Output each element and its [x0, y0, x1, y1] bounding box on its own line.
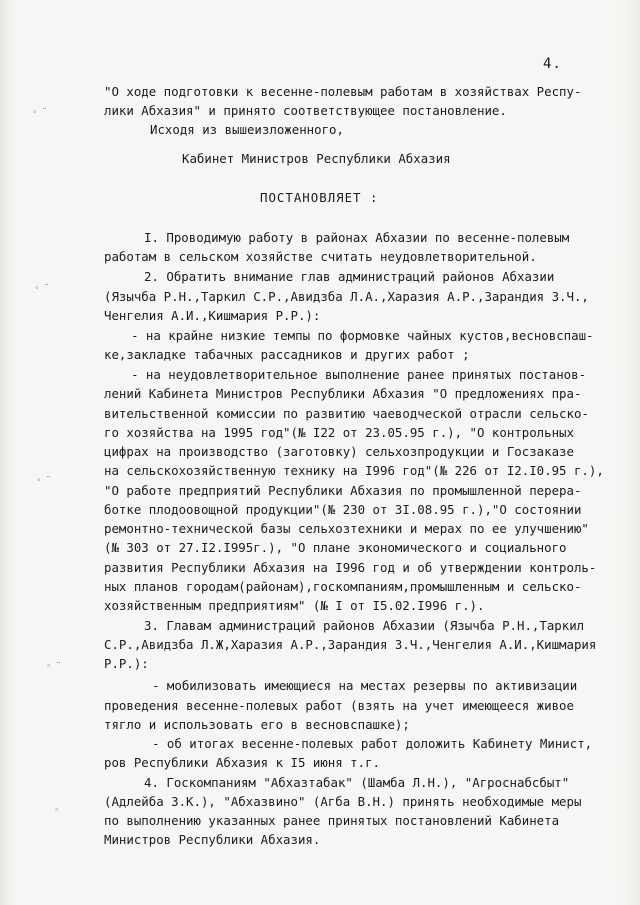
- text-line: I. Проводимую работу в районах Абхазии по весенне-полевым: [144, 230, 570, 245]
- text-line: развития Республики Абхазия на I996 год и об утверждении контроль-: [104, 560, 597, 575]
- text-line: вительственной комиссии по развитию чаеводческой отрасли сельско-: [104, 406, 589, 421]
- text-line: ров Республики Абхазия к I5 июня т.г.: [104, 755, 381, 770]
- text-line: Министров Республики Абхазия.: [104, 832, 321, 847]
- text-line: го хозяйства на 1995 год"(№ I22 от 23.05.95 г.), "О контрольных: [104, 425, 574, 440]
- text-line: - мобилизовать имеющиеся на местах резервы по активизации: [152, 678, 578, 693]
- text-line: хозяйственным предприятиям" (№ I от I5.02.I996 г.).: [104, 598, 485, 613]
- margin-artifact: ◦ ̈: [36, 476, 45, 486]
- margin-artifact: ◦: [54, 806, 59, 816]
- text-line: ке,закладке табачных рассадников и других работ ;: [104, 347, 470, 362]
- text-line: - об итогах весенне-полевых работ доложить Кабинету Минист,: [152, 736, 593, 751]
- text-line: "О ходе подготовки к весенне-полевым работам в хозяйствах Респу-: [104, 84, 582, 99]
- text-line: работам в сельском хозяйстве считать неудовлетворительной.: [104, 249, 537, 264]
- text-line: "О работе предприятий Республики Абхазия по промышленной перера-: [104, 483, 582, 498]
- text-line: (№ 303 от 27.I2.I995г.), "О плане экономического и социального: [104, 540, 567, 555]
- text-line: (Язычба Р.Н.,Таркил С.Р.,Авидзба Л.А.,Харазия А.Р.,Зарандия З.Ч.,: [104, 289, 589, 304]
- margin-artifact: ◦ ̈: [46, 662, 55, 672]
- text-line: цифрах на производство (заготовку) сельхозпродукции и Госзаказе: [104, 444, 574, 459]
- text-line: ных планов городам(районам),госкомпаниям,промышленным и сельско-: [104, 579, 582, 594]
- text-line: лики Абхазия" и принято соответствующее постановление.: [104, 103, 507, 118]
- heading-postanovlyaet: ПОСТАНОВЛЯЕТ :: [260, 190, 379, 205]
- text-line: 4. Госкомпаниям "Абхазтабак" (Шамба Л.Н.), "Агроснабсбыт": [144, 775, 570, 790]
- margin-artifact: ◦ ̈: [32, 108, 41, 118]
- text-line: ботке плодоовощной продукции"(№ 230 от 3I.08.95 г.),"О состоянии: [104, 502, 582, 517]
- text-line: тягло и использовать его в весновспашке);: [104, 717, 410, 732]
- text-line: Р.Р.):: [104, 656, 149, 671]
- text-line: 3. Главам администраций районов Абхазии (Язычба Р.Н.,Таркил: [144, 618, 585, 633]
- text-line: (Адлейба З.К.), "Абхазвино" (Агба В.Н.) принять необходимые меры: [104, 794, 582, 809]
- text-line: Ченгелия А.И.,Кишмария Р.Р.):: [104, 308, 321, 323]
- text-line: - на крайне низкие темпы по формовке чайных кустов,весновспаш-: [131, 328, 594, 343]
- text-line: - на неудовлетворительное выполнение ранее принятых постанов-: [131, 367, 587, 382]
- text-line: ремонтно-технической базы сельхозтехники и мерах по ее улучшению": [104, 521, 589, 536]
- text-line: С.Р.,Авидзба Л.Ж,Харазия А.Р.,Зарандия З.Ч.,Ченгелия А.И.,Кишмария: [104, 637, 597, 652]
- text-line: по выполнению указанных ранее принятых постановлений Кабинета: [104, 813, 560, 828]
- text-line: 2. Обратить внимание глав администраций районов Абхазии: [144, 269, 555, 284]
- text-line: Кабинет Министров Республики Абхазия: [182, 151, 451, 166]
- text-line: проведения весенне-полевых работ (взять на учет имеющееся живое: [104, 698, 574, 713]
- margin-artifact: ◦ ̈: [34, 284, 43, 294]
- page-number: 4.: [543, 56, 562, 72]
- text-line: лений Кабинета Министров Республики Абхазия "О предложениях пра-: [104, 386, 582, 401]
- text-line: на сельскохозяйственную технику на I996 год"(№ 226 от I2.I0.95 г.),: [104, 463, 604, 478]
- text-line: Исходя из вышеизложенного,: [150, 122, 344, 137]
